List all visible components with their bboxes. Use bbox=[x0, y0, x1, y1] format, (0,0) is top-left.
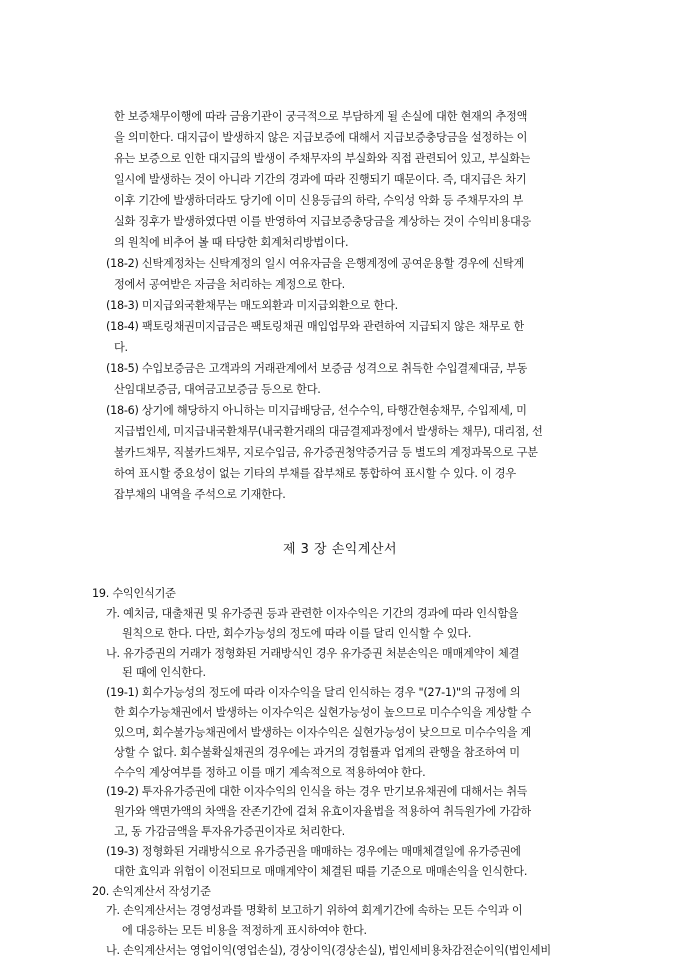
text-line: 한 회수가능채권에서 발생하는 이자수익은 실현가능성이 높으므로 미수수익을 계상할 수 bbox=[114, 706, 532, 719]
text-line: 원가와 액면가액의 차액을 잔존기간에 걸쳐 유효이자율법을 적용하여 취득원가에 가감하 bbox=[114, 805, 532, 819]
text-line: 한 보증채무이행에 따라 금융기관이 궁극적으로 부담하게 될 손실에 대한 현재의 추정액 bbox=[114, 110, 528, 123]
text-line: (18-2) 신탁계정차는 신탁계정의 일시 여유자금을 은행계정에 공여운용할 경우에 신탁계 bbox=[106, 257, 525, 270]
text-line: 된 때에 인식한다. bbox=[122, 666, 206, 680]
text-line: 상할 수 없다. 회수불확실채권의 경우에는 과거의 경험률과 업계의 관행을 참조하여 미 bbox=[114, 745, 520, 759]
text-line: 의 원칙에 비추어 볼 때 타당한 회계처리방법이다. bbox=[114, 236, 349, 249]
text-line: 원칙으로 한다. 다만, 회수가능성의 정도에 따라 이를 달리 인식할 수 있다. bbox=[122, 626, 472, 640]
text-line: 가. 손익계산서는 경영성과를 명확히 보고하기 위하여 회계기간에 속하는 모든 수익과 이 bbox=[106, 904, 523, 918]
text-line: 실화 징후가 발생하였다면 이를 반영하여 지급보증충당금을 계상하는 것이 수익비용대응 bbox=[114, 215, 532, 228]
text-line: 나. 유가증권의 거래가 정형화된 거래방식인 경우 유가증권 처분손익은 매매계약이 체결 bbox=[106, 646, 520, 660]
section-heading: 20. 손익계산서 작성기준 bbox=[92, 884, 211, 898]
text-line: 다. bbox=[114, 341, 128, 354]
section-heading: 19. 수익인식기준 bbox=[92, 587, 176, 600]
text-line: 일시에 발생하는 것이 아니라 기간의 경과에 따라 진행되기 때문이다. 즉, 대지급은 차기 bbox=[114, 173, 527, 186]
text-line: (19-2) 투자유가증권에 대한 이자수익의 인식을 하는 경우 만기보유채권에 대해서는 취득 bbox=[106, 785, 528, 799]
chapter-title: 제 3 장 손익계산서 bbox=[282, 542, 398, 557]
text-line: 에 대응하는 모든 비용을 적정하게 표시하여야 한다. bbox=[122, 924, 367, 938]
text-line: (18-4) 팩토링채권미지급금은 팩토링채권 매입업무와 관련하여 지급되지 않은 채무로 한 bbox=[106, 320, 525, 333]
text-line: 을 의미한다. 대지급이 발생하지 않은 지급보증에 대해서 지급보증충당금을 설정하는 이 bbox=[114, 131, 528, 144]
text-line: 이후 기간에 발생하더라도 당기에 이미 신용등급의 하락, 수익성 악화 등 주채무자의 부 bbox=[114, 194, 524, 207]
text-line: 지급법인세, 미지급내국환채무(내국환거래의 대금결제과정에서 발생하는 채무), 대리점, 선 bbox=[114, 425, 543, 438]
text-line: 산임대보증금, 대여금고보증금 등으로 한다. bbox=[114, 383, 321, 396]
text-line: 대한 효익과 위험이 이전되므로 매매계약이 체결된 때를 기준으로 매매손익을 인식한다. bbox=[114, 864, 528, 878]
text-line: (19-1) 회수가능성의 정도에 따라 이자수익을 달리 인식하는 경우 "(27-1)"의 규정에 의 bbox=[106, 686, 521, 700]
text-line: 불카드채무, 직불카드채무, 지로수입금, 유가증권청약증거금 등 별도의 계정과목으로 구분 bbox=[114, 446, 538, 459]
text-line: 고, 동 가감금액을 투자유가증권이자로 처리한다. bbox=[114, 825, 345, 838]
text-line: 나. 손익계산서는 영업이익(영업손실), 경상이익(경상손실), 법인세비용차감전순이익(법인세비 bbox=[106, 944, 551, 957]
text-line: 유는 보증으로 인한 대지급의 발생이 주채무자의 부실화와 직접 관련되어 있고, 부실화는 bbox=[114, 152, 531, 165]
text-line: 수수익 계상여부를 정하고 이를 매기 계속적으로 적용하여야 한다. bbox=[114, 765, 426, 779]
text-line: 잡부채의 내역을 주석으로 기재한다. bbox=[114, 488, 286, 501]
text-line: 하여 표시할 중요성이 없는 기타의 부채를 잡부채로 통합하여 표시할 수 있다. 이 경우 bbox=[114, 467, 516, 480]
text-line: (18-5) 수입보증금은 고객과의 거래관계에서 보증금 성격으로 취득한 수입결제대금, 부동 bbox=[106, 362, 528, 375]
text-line: 정에서 공여받은 자금을 처리하는 계정으로 한다. bbox=[114, 278, 345, 291]
text-line: (19-3) 정형화된 거래방식으로 유가증권을 매매하는 경우에는 매매체결일에 유가증권에 bbox=[106, 844, 521, 858]
text-line: (18-6) 상기에 해당하지 아니하는 미지급배당금, 선수수익, 타행간현송채무, 수입제세, 미 bbox=[106, 404, 527, 417]
text-line: (18-3) 미지급외국환채무는 매도외환과 미지급외환으로 한다. bbox=[106, 299, 398, 312]
text-line: 가. 예치금, 대출채권 및 유가증권 등과 관련한 이자수익은 기간의 경과에 따라 인식함을 bbox=[106, 606, 519, 620]
text-line: 있으며, 회수불가능채권에서 발생하는 이자수익은 실현가능성이 낮으므로 미수수익을 계 bbox=[114, 725, 532, 739]
